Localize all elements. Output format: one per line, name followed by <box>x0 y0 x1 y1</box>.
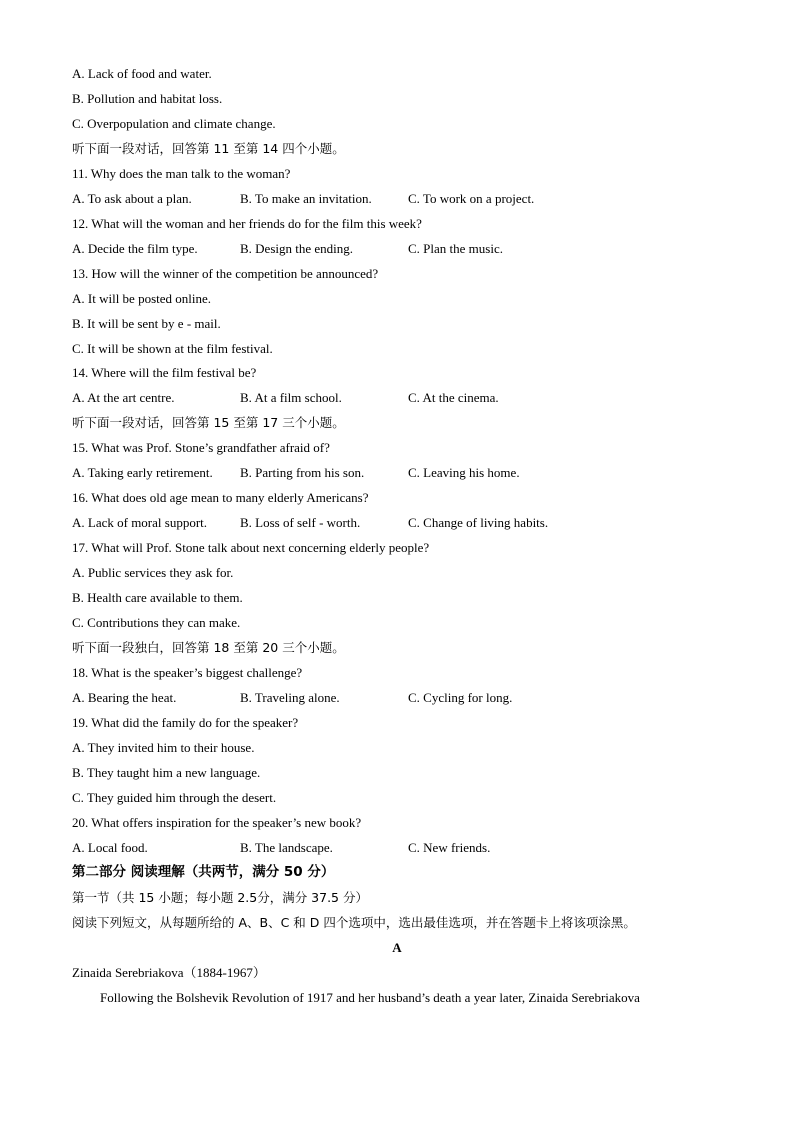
q11-option-b: B. To make an invitation. <box>240 191 372 206</box>
q16-option-c: C. Change of living habits. <box>408 515 549 530</box>
question-20: 20. What offers inspiration for the speaker’s new book? <box>72 815 362 830</box>
q14-option-b: B. At a film school. <box>240 390 342 405</box>
q12-option-b: B. Design the ending. <box>240 241 354 256</box>
q20-option-c: C. New friends. <box>408 840 491 855</box>
q20-option-a: A. Local food. <box>72 840 148 855</box>
q18-option-b: B. Traveling alone. <box>240 690 340 705</box>
question-16: 16. What does old age mean to many elderly Americans? <box>72 490 369 505</box>
q20-option-b: B. The landscape. <box>240 840 333 855</box>
q13-option-c: C. It will be shown at the film festival. <box>72 341 273 356</box>
q14-option-c: C. At the cinema. <box>408 390 499 405</box>
question-19: 19. What did the family do for the speaker? <box>72 715 299 730</box>
q14-option-a: A. At the art centre. <box>72 390 175 405</box>
q11-option-c: C. To work on a project. <box>408 191 535 206</box>
q19-option-a: A. They invited him to their house. <box>72 740 255 755</box>
q15-option-b: B. Parting from his son. <box>240 465 365 480</box>
question-11: 11. Why does the man talk to the woman? <box>72 166 291 181</box>
option-c: C. Overpopulation and climate change. <box>72 116 276 131</box>
listening-instruction-15-17: 听下面一段对话，回答第 15 至第 17 三个小题。 <box>72 415 345 430</box>
q15-option-a: A. Taking early retirement. <box>72 465 213 480</box>
q12-option-c: C. Plan the music. <box>408 241 503 256</box>
option-b: B. Pollution and habitat loss. <box>72 91 223 106</box>
reading-instruction: 阅读下列短文，从每题所给的 A、B、C 和 D 四个选项中，选出最佳选项，并在答题卡上将该项涂黑。 <box>72 915 636 930</box>
passage-text: Following the Bolshevik Revolution of 1917 and her husband’s death a year later, Zinaida Serebriakova <box>100 990 640 1005</box>
question-13: 13. How will the winner of the competition be announced? <box>72 266 379 281</box>
q17-option-c: C. Contributions they can make. <box>72 615 241 630</box>
q17-option-a: A. Public services they ask for. <box>72 565 234 580</box>
question-14: 14. Where will the film festival be? <box>72 365 257 380</box>
q15-option-c: C. Leaving his home. <box>408 465 520 480</box>
q18-option-a: A. Bearing the heat. <box>72 690 177 705</box>
q19-option-c: C. They guided him through the desert. <box>72 790 277 805</box>
q16-option-b: B. Loss of self - worth. <box>240 515 361 530</box>
listening-instruction-18-20: 听下面一段独白，回答第 18 至第 20 三个小题。 <box>72 640 345 655</box>
part-two-title: 第二部分 阅读理解（共两节，满分 50 分） <box>72 864 335 880</box>
listening-instruction-11-14: 听下面一段对话，回答第 11 至第 14 四个小题。 <box>72 141 345 156</box>
passage-label: A <box>392 940 402 955</box>
q17-option-b: B. Health care available to them. <box>72 590 243 605</box>
q12-option-a: A. Decide the film type. <box>72 241 198 256</box>
section-one-title: 第一节（共 15 小题；每小题 2.5分，满分 37.5 分） <box>72 890 368 905</box>
q18-option-c: C. Cycling for long. <box>408 690 513 705</box>
option-a: A. Lack of food and water. <box>72 66 212 81</box>
question-17: 17. What will Prof. Stone talk about next concerning elderly people? <box>72 540 430 555</box>
question-15: 15. What was Prof. Stone’s grandfather afraid of? <box>72 440 330 455</box>
question-18: 18. What is the speaker’s biggest challenge? <box>72 665 303 680</box>
question-12: 12. What will the woman and her friends do for the film this week? <box>72 216 422 231</box>
q11-option-a: A. To ask about a plan. <box>72 191 192 206</box>
q13-option-b: B. It will be sent by e - mail. <box>72 316 221 331</box>
q13-option-a: A. It will be posted online. <box>72 291 212 306</box>
q19-option-b: B. They taught him a new language. <box>72 765 261 780</box>
q16-option-a: A. Lack of moral support. <box>72 515 208 530</box>
passage-heading: Zinaida Serebriakova（1884-1967） <box>72 965 266 980</box>
